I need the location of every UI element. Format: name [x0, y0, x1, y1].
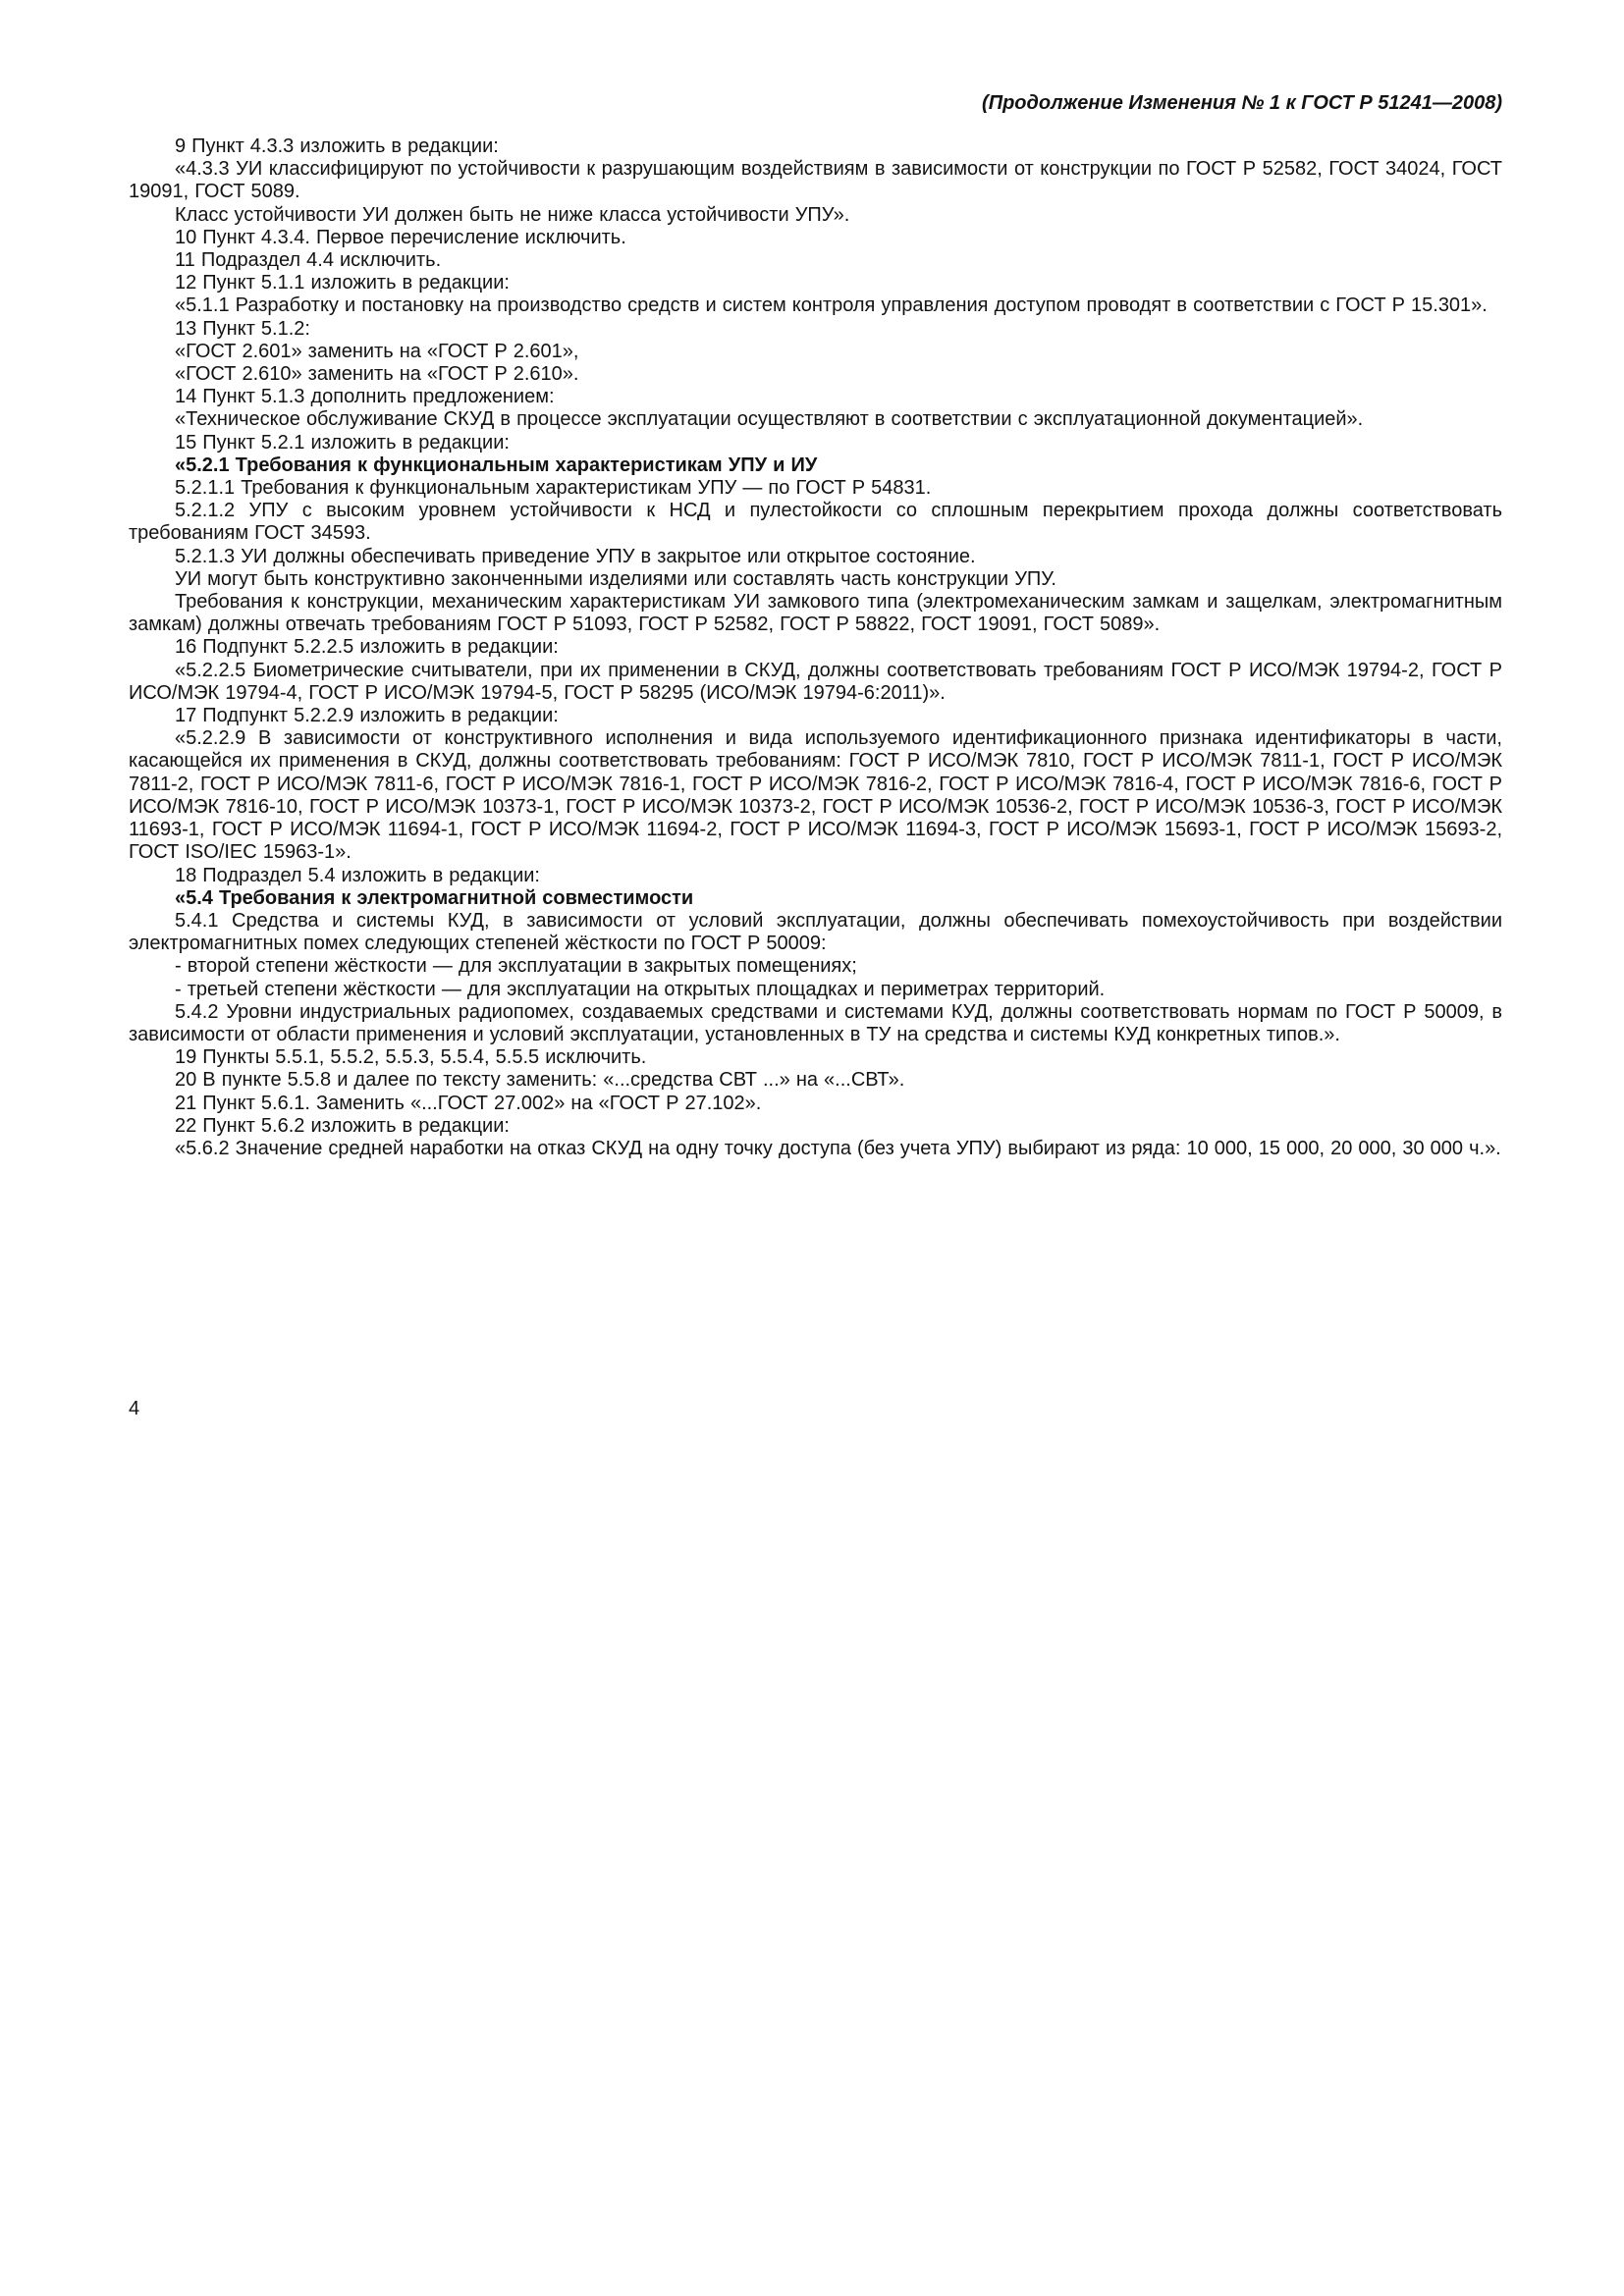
paragraph: «5.4 Требования к электромагнитной совместимости [175, 886, 694, 909]
paragraph: 16 Подпункт 5.2.2.5 изложить в редакции: [175, 636, 559, 659]
paragraph: 5.2.1.3 УИ должны обеспечивать приведение УПУ в закрытое или открытое состояние. [175, 545, 976, 567]
paragraph: «Техническое обслуживание СКУД в процессе эксплуатации осуществляют в соответствии с эксплуатационной документацией». [175, 408, 1364, 431]
paragraph: Требования к конструкции, механическим характеристикам УИ замкового типа (электромеханическим замкам и защелкам, электромагнитным замкам) должны отвечать требованиям ГОСТ Р 51093, ГОСТ Р 52582, ГОСТ Р 58822, ГОСТ 19091, ГОСТ 5089». [129, 591, 1502, 636]
paragraph: «5.2.2.5 Биометрические считыватели, при их применении в СКУД, должны соответствовать требованиям ГОСТ Р ИСО/МЭК 19794-2, ГОСТ Р ИСО/МЭК 19794-4, ГОСТ Р ИСО/МЭК 19794-5, ГОСТ Р 58295 (ИСО/МЭК 19794-6:2011)». [129, 659, 1502, 704]
paragraph: 21 Пункт 5.6.1. Заменить «...ГОСТ 27.002» на «ГОСТ Р 27.102». [175, 1092, 762, 1114]
paragraph: 17 Подпункт 5.2.2.9 изложить в редакции: [175, 705, 559, 727]
paragraph: 5.2.1.1 Требования к функциональным характеристикам УПУ — по ГОСТ Р 54831. [175, 477, 932, 500]
paragraph: «5.1.1 Разработку и постановку на производство средств и систем контроля управления доступом проводят в соответствии с ГОСТ Р 15.301». [175, 294, 1488, 317]
paragraph: 15 Пункт 5.2.1 изложить в редакции: [175, 431, 510, 454]
paragraph: 13 Пункт 5.1.2: [175, 317, 310, 340]
paragraph: «ГОСТ 2.610» заменить на «ГОСТ Р 2.610». [175, 363, 579, 386]
paragraph: 14 Пункт 5.1.3 дополнить предложением: [175, 386, 555, 408]
paragraph: «5.2.2.9 В зависимости от конструктивного исполнения и вида используемого идентификационного признака идентификаторы в части, касающейся их применения в СКУД, должны соответствовать требованиям: ГОСТ Р ИСО/МЭК 7810, ГОСТ Р ИСО/МЭК 7811-1, ГОСТ Р ИСО/МЭК 7811-2, ГОСТ Р ИСО/МЭК 7811-6, ГОСТ Р ИСО/МЭК 7816-1, ГОСТ Р ИСО/МЭК 7816-2, ГОСТ Р ИСО/МЭК 7816-4, ГОСТ Р ИСО/МЭК 7816-6, ГОСТ Р ИСО/МЭК 7816-10, ГОСТ Р ИСО/МЭК 10373-1, ГОСТ Р ИСО/МЭК 10373-2, ГОСТ Р ИСО/МЭК 10536-2, ГОСТ Р ИСО/МЭК 10536-3, ГОСТ Р ИСО/МЭК 11693-1, ГОСТ Р ИСО/МЭК 11694-1, ГОСТ Р ИСО/МЭК 11694-2, ГОСТ Р ИСО/МЭК 11694-3, ГОСТ Р ИСО/МЭК 15693-1, ГОСТ Р ИСО/МЭК 15693-2, ГОСТ ISO/IEC 15963-1». [129, 727, 1502, 864]
paragraph: - третьей степени жёсткости — для эксплуатации на открытых площадках и периметрах территорий. [175, 978, 1106, 1000]
paragraph: 19 Пункты 5.5.1, 5.5.2, 5.5.3, 5.5.4, 5.5.5 исключить. [175, 1046, 647, 1069]
paragraph: «4.3.3 УИ классифицируют по устойчивости к разрушающим воздействиям в зависимости от конструкции по ГОСТ Р 52582, ГОСТ 34024, ГОСТ 19091, ГОСТ 5089. [129, 158, 1502, 203]
paragraph: «5.2.1 Требования к функциональным характеристикам УПУ и ИУ [175, 454, 818, 476]
paragraph: «ГОСТ 2.601» заменить на «ГОСТ Р 2.601», [175, 340, 579, 362]
paragraph: 9 Пункт 4.3.3 изложить в редакции: [175, 135, 499, 157]
paragraph: 5.2.1.2 УПУ с высоким уровнем устойчивости к НСД и пулестойкости со сплошным перекрытием прохода должны соответствовать требованиям ГОСТ 34593. [129, 500, 1502, 545]
paragraph: Класс устойчивости УИ должен быть не ниже класса устойчивости УПУ». [175, 203, 850, 226]
running-header: (Продолжение Изменения № 1 к ГОСТ Р 51241—2008) [982, 92, 1502, 114]
paragraph: 11 Подраздел 4.4 исключить. [175, 249, 442, 272]
paragraph: «5.6.2 Значение средней наработки на отказ СКУД на одну точку доступа (без учета УПУ) выбирают из ряда: 10 000, 15 000, 20 000, 30 000 ч.». [175, 1137, 1501, 1159]
paragraph: 5.4.2 Уровни индустриальных радиопомех, создаваемых средствами и системами КУД, должны соответствовать нормам по ГОСТ Р 50009, в зависимости от области применения и условий эксплуатации, установленных в ТУ на средства и системы КУД конкретных типов.». [129, 1000, 1502, 1045]
page-number: 4 [129, 1398, 140, 1419]
paragraph: 20 В пункте 5.5.8 и далее по тексту заменить: «...средства СВТ ...» на «...СВТ». [175, 1069, 905, 1092]
document-body [129, 135, 1502, 1160]
paragraph: - второй степени жёсткости — для эксплуатации в закрытых помещениях; [175, 955, 857, 978]
paragraph: 12 Пункт 5.1.1 изложить в редакции: [175, 272, 510, 294]
paragraph: 22 Пункт 5.6.2 изложить в редакции: [175, 1114, 510, 1137]
paragraph: УИ могут быть конструктивно законченными изделиями или составлять часть конструкции УПУ. [175, 567, 1056, 590]
paragraph: 5.4.1 Средства и системы КУД, в зависимости от условий эксплуатации, должны обеспечивать помехоустойчивость при воздействии электромагнитных помех следующих степеней жёсткости по ГОСТ Р 50009: [129, 909, 1502, 955]
paragraph: 18 Подраздел 5.4 изложить в редакции: [175, 864, 540, 886]
paragraph: 10 Пункт 4.3.4. Первое перечисление исключить. [175, 226, 626, 248]
